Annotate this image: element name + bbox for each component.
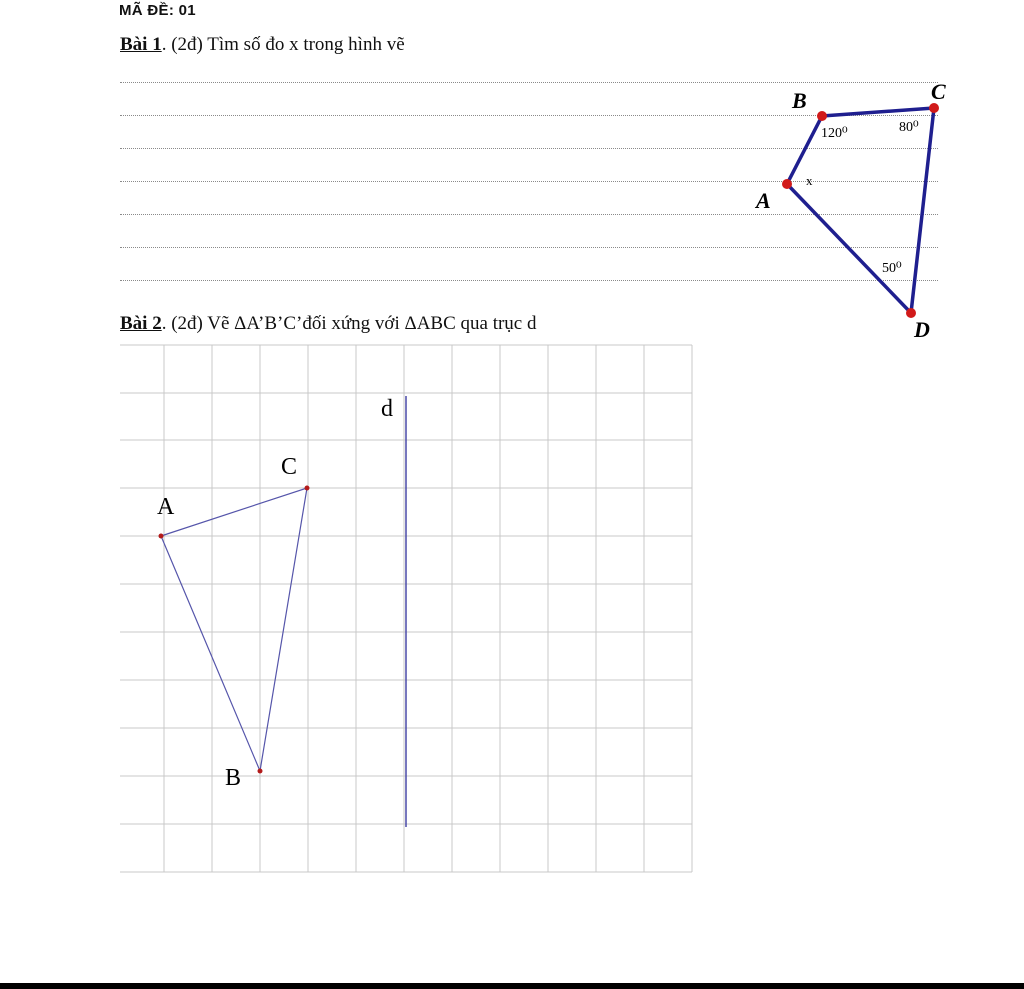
label-a: A <box>157 494 175 520</box>
triangle-abc <box>161 488 307 771</box>
angle-b: 120⁰ <box>821 126 848 141</box>
label-c: C <box>281 454 298 480</box>
label-b: B <box>225 765 242 791</box>
question-2-label: Bài 2 <box>120 313 162 334</box>
label-b: B <box>792 88 807 113</box>
angle-a: x <box>806 173 813 188</box>
point-c <box>305 486 310 491</box>
point-b <box>258 769 263 774</box>
axis-d-label: d <box>381 396 393 422</box>
question-1-text: . (2đ) Tìm số đo x trong hình vẽ <box>161 34 405 55</box>
point-a <box>159 534 164 539</box>
label-a: A <box>756 188 771 213</box>
label-c: C <box>931 79 946 104</box>
question-2-text: . (2đ) Vẽ ΔA’B’C’đối xứng với ΔABC qua trục d <box>161 313 537 334</box>
question-1-label: Bài 1 <box>120 34 162 55</box>
label-d: D <box>914 317 930 342</box>
bottom-bar <box>0 983 1024 989</box>
angle-c: 80⁰ <box>899 120 919 135</box>
exam-code: MÃ ĐỀ: 01 <box>119 2 196 19</box>
angle-d: 50⁰ <box>882 261 902 276</box>
